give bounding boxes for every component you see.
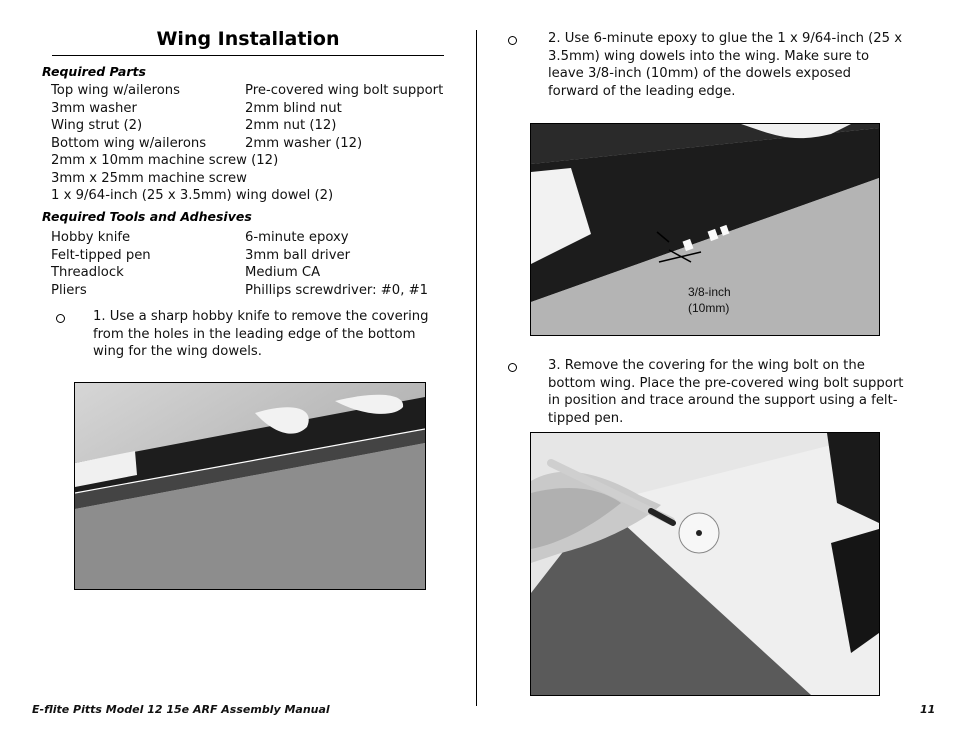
measurement-label: 3/8-inch bbox=[688, 285, 731, 299]
parts-row bbox=[51, 135, 451, 153]
tool-name: Felt-tipped pen bbox=[51, 247, 151, 263]
tools-row bbox=[51, 282, 451, 300]
tool-name: 3mm ball driver bbox=[245, 247, 351, 263]
parts-row bbox=[51, 152, 451, 170]
parts-row bbox=[51, 82, 451, 100]
tools-row bbox=[51, 247, 451, 265]
tool-name: Medium CA bbox=[245, 265, 321, 280]
parts-row bbox=[51, 100, 451, 118]
photo-bottom-wing-leading-edge bbox=[74, 382, 426, 590]
tool-name: Hobby knife bbox=[51, 230, 131, 245]
photo-wing-bolt-support bbox=[530, 432, 880, 696]
step-checkbox[interactable] bbox=[56, 314, 65, 323]
column-divider bbox=[476, 30, 477, 706]
part-name: 1 x 9/64-inch (25 x 3.5mm) wing dowel (2) bbox=[51, 188, 334, 203]
step-checkbox[interactable] bbox=[508, 36, 517, 45]
part-name: Top wing w/ailerons bbox=[51, 83, 180, 98]
step-3-text: 3. Remove the covering for the wing bolt on the bottom wing. Place the pre-covered wing bolt support in position and trace around the support using a felt-tipped pen. bbox=[548, 358, 904, 426]
part-name: 3mm washer bbox=[51, 100, 137, 116]
step-1-text: 1. Use a sharp hobby knife to remove the covering from the holes in the leading edge of the bottom wing for the wing dowels. bbox=[93, 309, 429, 359]
required-tools-heading: Required Tools and Adhesives bbox=[42, 209, 252, 224]
tool-name: 6-minute epoxy bbox=[245, 230, 349, 245]
part-name: Pre-covered wing bolt support bbox=[245, 83, 444, 98]
wing-photo-1 bbox=[75, 383, 425, 589]
required-tools-list bbox=[51, 229, 451, 299]
title-rule bbox=[52, 55, 444, 56]
footer-manual-title: E-flite Pitts Model 12 15e ARF Assembly Manual bbox=[32, 703, 330, 716]
part-name: 2mm washer (12) bbox=[245, 135, 363, 151]
part-name: 2mm nut (12) bbox=[245, 118, 337, 133]
parts-row bbox=[51, 187, 451, 205]
wing-photo-3 bbox=[531, 433, 879, 695]
part-name: 2mm blind nut bbox=[245, 100, 342, 116]
parts-row bbox=[51, 170, 451, 188]
tool-name: Phillips screwdriver: #0, #1 bbox=[245, 282, 429, 298]
part-name: 3mm x 25mm machine screw bbox=[51, 170, 247, 186]
tool-name: Pliers bbox=[51, 282, 87, 298]
part-name: Wing strut (2) bbox=[51, 118, 143, 133]
page-title: Wing Installation bbox=[156, 28, 340, 50]
page-number: 11 bbox=[920, 703, 936, 716]
wing-photo-2 bbox=[531, 124, 879, 335]
tool-name: Threadlock bbox=[51, 265, 124, 280]
part-name: Bottom wing w/ailerons bbox=[51, 135, 207, 151]
tools-row bbox=[51, 229, 451, 247]
step-2-text: 2. Use 6-minute epoxy to glue the 1 x 9/64-inch (25 x 3.5mm) wing dowels into the wing. Make sure to leave 3/8-inch (10mm) of the dowels exposed forward of the leading edge. bbox=[548, 31, 903, 99]
step-checkbox[interactable] bbox=[508, 363, 517, 372]
required-parts-list bbox=[51, 82, 451, 205]
part-name: 2mm x 10mm machine screw (12) bbox=[51, 153, 279, 168]
required-parts-heading: Required Parts bbox=[42, 64, 146, 79]
photo-wing-dowels bbox=[530, 123, 880, 336]
measurement-label: (10mm) bbox=[688, 301, 730, 315]
tools-row bbox=[51, 264, 451, 282]
parts-row bbox=[51, 117, 451, 135]
